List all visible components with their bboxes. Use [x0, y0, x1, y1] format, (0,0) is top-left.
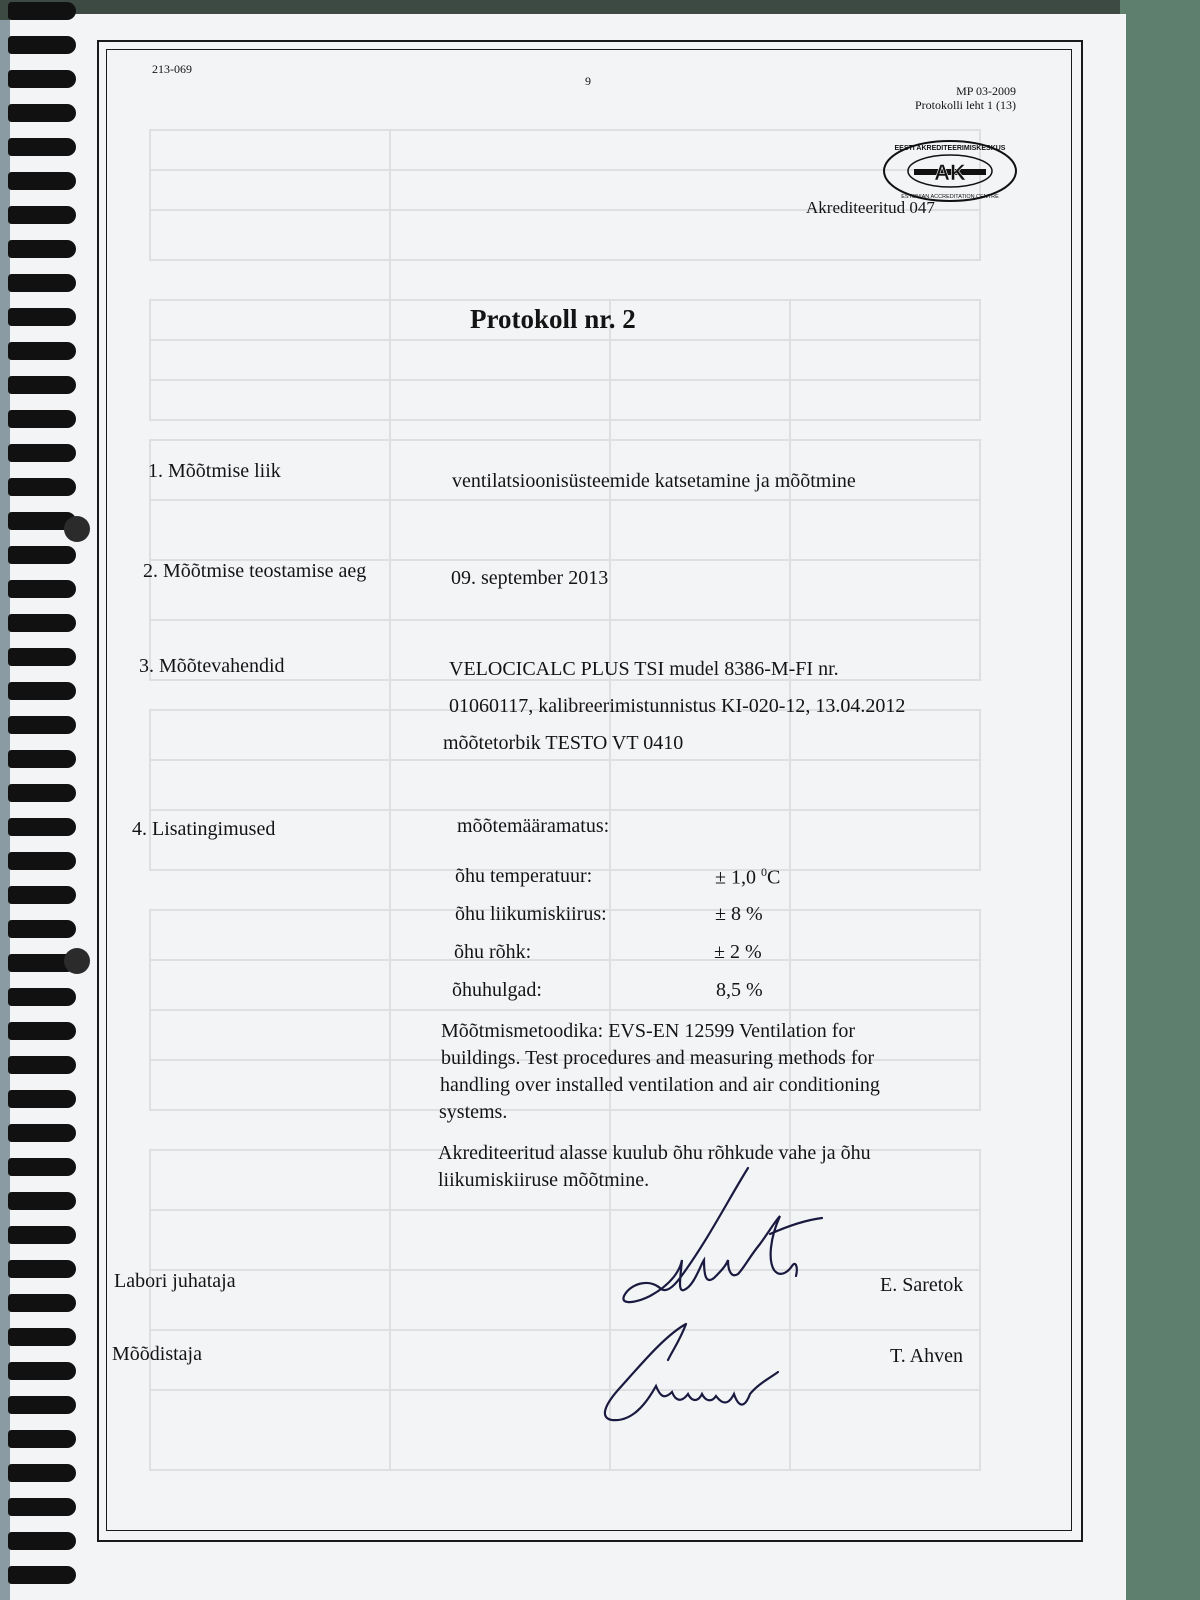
binding-ring [8, 1294, 76, 1312]
binding-ring [8, 1260, 76, 1278]
binding-ring [8, 784, 76, 802]
uncertainty-name: õhu liikumiskiirus: [455, 903, 607, 925]
item-1-value: ventilatsioonisüsteemide katsetamine ja mõõtmine [452, 470, 856, 492]
binding-ring [8, 580, 76, 598]
binding-ring [8, 1124, 76, 1142]
page-title: Protokoll nr. 2 [470, 304, 636, 334]
binding-ring [8, 36, 76, 54]
punch-hole [64, 948, 90, 974]
mp-code: MP 03-2009 [956, 84, 1016, 98]
binding-ring [8, 1022, 76, 1040]
item-2-value: 09. september 2013 [451, 567, 609, 589]
binding-ring [8, 410, 76, 428]
item-1-label: 1. Mõõtmise liik [148, 460, 281, 482]
binding-ring [8, 1328, 76, 1346]
item-3-value-line-1: VELOCICALC PLUS TSI mudel 8386-M-FI nr. [449, 658, 839, 680]
binding-ring [8, 682, 76, 700]
head-of-lab-name: E. Saretok [880, 1274, 964, 1296]
method-line-4: systems. [439, 1101, 508, 1123]
measurer-label: Mõõdistaja [112, 1343, 202, 1365]
item-2-label: 2. Mõõtmise teostamise aeg [143, 560, 367, 582]
logo-text-top: EESTI AKREDITEERIMISKESKUS [894, 145, 1006, 152]
uncertainty-name: õhu temperatuur: [455, 865, 593, 887]
punch-hole [64, 516, 90, 542]
uncertainty-value: 8,5 % [716, 979, 763, 1001]
binding-ring [8, 1498, 76, 1516]
binding-ring [8, 1090, 76, 1108]
binding-ring [8, 852, 76, 870]
binding-ring [8, 376, 76, 394]
accreditation-logo [880, 136, 1020, 206]
uncertainty-heading: mõõtemääramatus: [457, 815, 610, 837]
binding-ring [8, 1056, 76, 1074]
binding-ring [8, 920, 76, 938]
uncertainty-value [715, 865, 780, 890]
binding-ring [8, 138, 76, 156]
binding-ring [8, 1464, 76, 1482]
binding-ring [8, 342, 76, 360]
binding-ring [8, 1396, 76, 1414]
binding-ring [8, 750, 76, 768]
binding-ring [8, 1158, 76, 1176]
uncertainty-value-number: ± 1,0 [715, 866, 761, 889]
binding-ring [8, 172, 76, 190]
binding-ring [8, 1430, 76, 1448]
uncertainty-unit: C [766, 866, 781, 889]
accreditation-note-line-2: liikumiskiiruse mõõtmine. [438, 1169, 650, 1191]
item-4-label: 4. Lisatingimused [132, 818, 276, 840]
method-line-1: Mõõtmismetoodika: EVS-EN 12599 Ventilation for [441, 1020, 856, 1042]
binding-ring [8, 478, 76, 496]
binding-ring [8, 1226, 76, 1244]
uncertainty-name: õhuhulgad: [452, 979, 542, 1001]
sheet-number: Protokolli leht 1 (13) [915, 98, 1016, 112]
binding-ring [8, 104, 76, 122]
binding-ring [8, 546, 76, 564]
page-number: 9 [585, 74, 591, 88]
degree-superscript: 0 [760, 865, 767, 879]
binding-ring [8, 648, 76, 666]
background-right [1120, 0, 1200, 1600]
measurer-name: T. Ahven [890, 1345, 963, 1367]
binding-ring [8, 444, 76, 462]
binding-ring [8, 1362, 76, 1380]
uncertainty-name: õhu rõhk: [454, 941, 532, 963]
signature-measurer [598, 1320, 798, 1430]
head-of-lab-label: Labori juhataja [114, 1270, 236, 1292]
logo-mark: AK [934, 160, 966, 185]
binding-ring [8, 614, 76, 632]
binding-ring [8, 1532, 76, 1550]
accredited-number: Akrediteeritud 047 [806, 198, 935, 217]
binding-ring [8, 274, 76, 292]
logo-text-bottom: ESTONIAN ACCREDITATION CENTRE [901, 194, 999, 200]
spiral-binding [0, 0, 86, 1600]
binding-ring [8, 2, 76, 20]
binding-ring [8, 988, 76, 1006]
method-line-3: handling over installed ventilation and air conditioning [440, 1074, 880, 1096]
binding-ring [8, 206, 76, 224]
page-border-inner [106, 49, 1072, 1531]
binding-ring [8, 308, 76, 326]
method-line-2: buildings. Test procedures and measuring methods for [441, 1047, 875, 1069]
accreditation-note-line-1: Akrediteeritud alasse kuulub õhu rõhkude vahe ja õhu [438, 1142, 871, 1164]
doc-code: 213-069 [152, 62, 192, 76]
uncertainty-value: ± 2 % [714, 941, 762, 963]
binding-ring [8, 70, 76, 88]
binding-ring [8, 818, 76, 836]
item-3-value-line-3: mõõtetorbik TESTO VT 0410 [443, 732, 684, 754]
item-3-value-line-2: 01060117, kalibreerimistunnistus KI-020-12, 13.04.2012 [449, 695, 906, 717]
item-3-label: 3. Mõõtevahendid [139, 655, 285, 677]
signature-head-of-lab [620, 1160, 850, 1320]
binding-ring [8, 886, 76, 904]
uncertainty-value: ± 8 % [715, 903, 763, 925]
binding-ring [8, 240, 76, 258]
binding-ring [8, 1566, 76, 1584]
binding-ring [8, 1192, 76, 1210]
binding-ring [8, 716, 76, 734]
